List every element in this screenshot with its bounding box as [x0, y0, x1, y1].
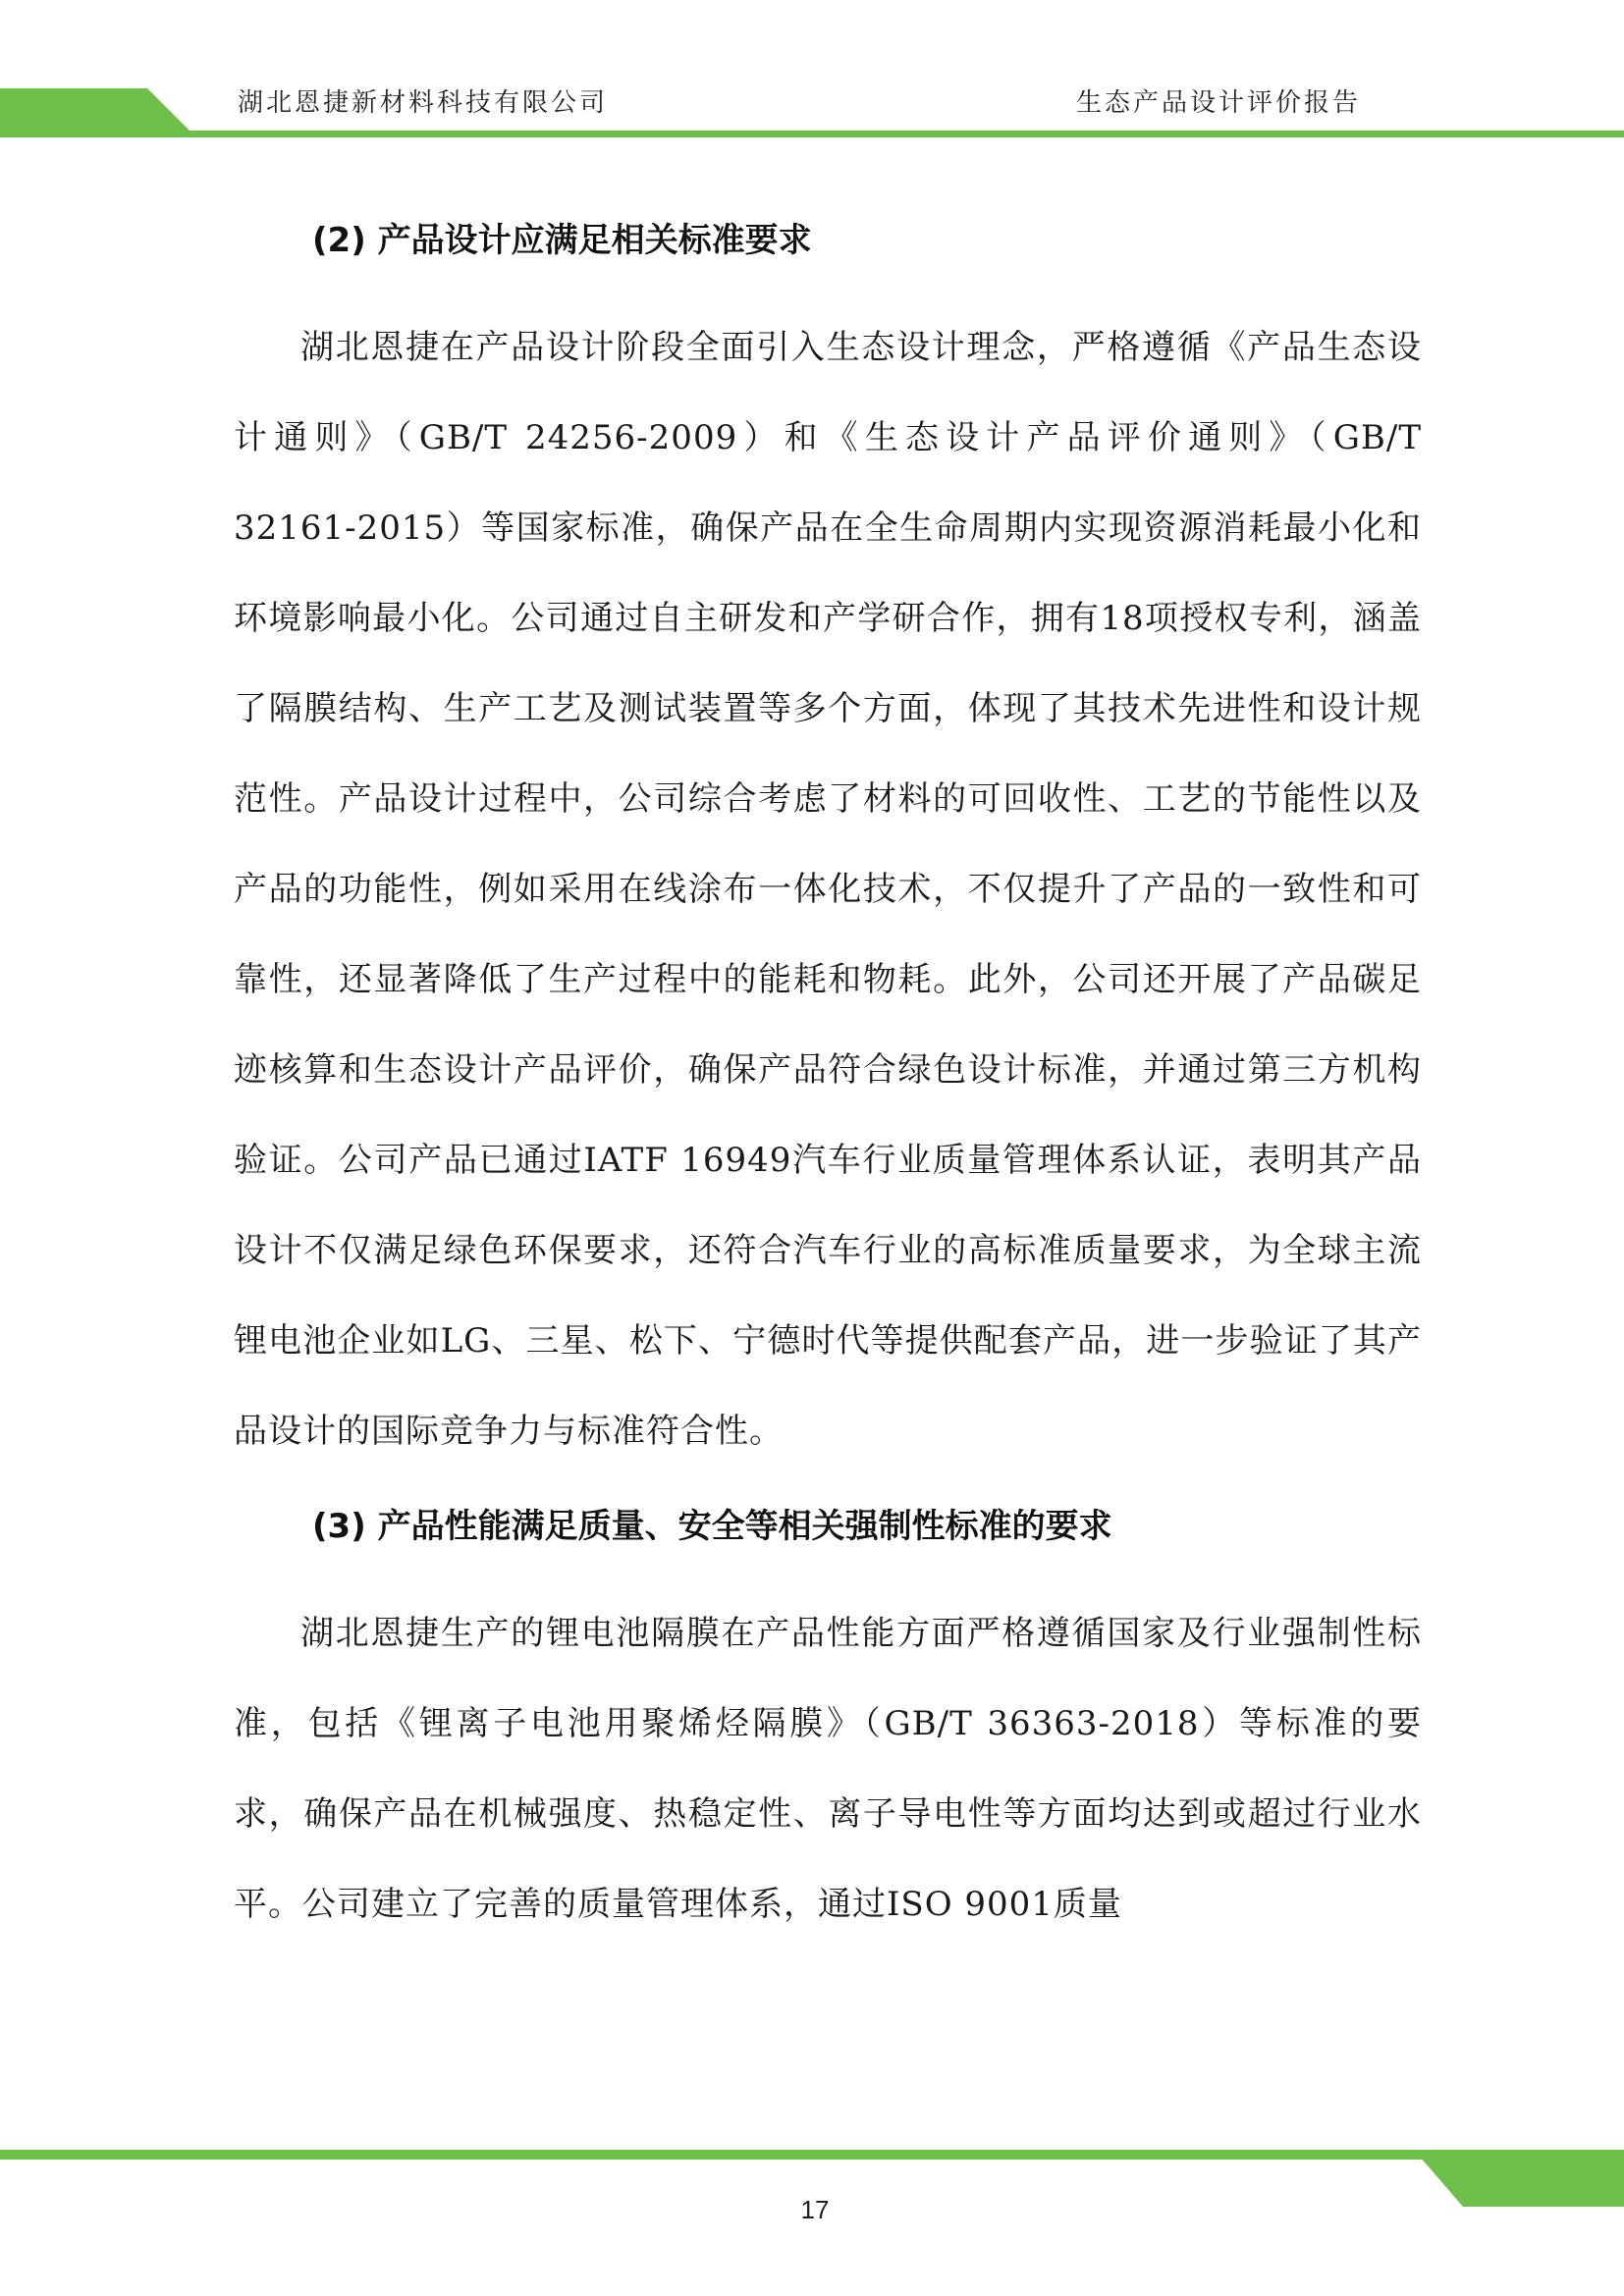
section-heading-2: (2) 产品设计应满足相关标准要求: [312, 221, 812, 260]
footer-rule: [0, 2150, 1473, 2160]
section-heading-3: (3) 产品性能满足质量、安全等相关强制性标准的要求: [312, 1507, 1112, 1546]
section-paragraph-2: 湖北恩捷在产品设计阶段全面引入生态设计理念，严格遵循《产品生态设计通则》（GB/T 24256-2009）和《生态设计产品评价通则》（GB/T 32161-2015）等国家标准，确保产品在全生命周期内实现资源消耗最小化和环境影响最小化。公司通过自主研发和产学研合作，拥有18项授权专利，涵盖了隔膜结构、生产工艺及测试装置等多个方面，体现了其技术先进性和设计规范性。产品设计过程中，公司综合考虑了材料的可回收性、工艺的节能性以及产品的功能性，例如采用在线涂布一体化技术，不仅提升了产品的一致性和可靠性，还显著降低了生产过程中的能耗和物耗。此外，公司还开展了产品碳足迹核算和生态设计产品评价，确保产品符合绿色设计标准，并通过第三方机构验证。公司产品已通过IATF 16949汽车行业质量管理体系认证，表明其产品设计不仅满足绿色环保要求，还符合汽车行业的高标准质量要求，为全球主流锂电池企业如LG、三星、松下、宁德时代等提供配套产品，进一步验证了其产品设计的国际竞争力与标准符合性。: [234, 328, 1422, 1451]
header-report-title: 生态产品设计评价报告: [1076, 88, 1362, 118]
header-company-name: 湖北恩捷新材料科技有限公司: [238, 88, 609, 118]
header-rule: [147, 131, 1624, 137]
footer-accent-bar: [1414, 2150, 1624, 2207]
page-header: [0, 0, 1624, 147]
section-paragraph-3: 湖北恩捷生产的锂电池隔膜在产品性能方面严格遵循国家及行业强制性标准，包括《锂离子电池用聚烯烃隔膜》（GB/T 36363-2018）等标准的要求，确保产品在机械强度、热稳定性、离子导电性等方面均达到或超过行业水平。公司建立了完善的质量管理体系，通过ISO 9001质量: [234, 1614, 1422, 1924]
page-number: 17: [800, 2195, 830, 2224]
page-content: [234, 218, 1422, 1949]
